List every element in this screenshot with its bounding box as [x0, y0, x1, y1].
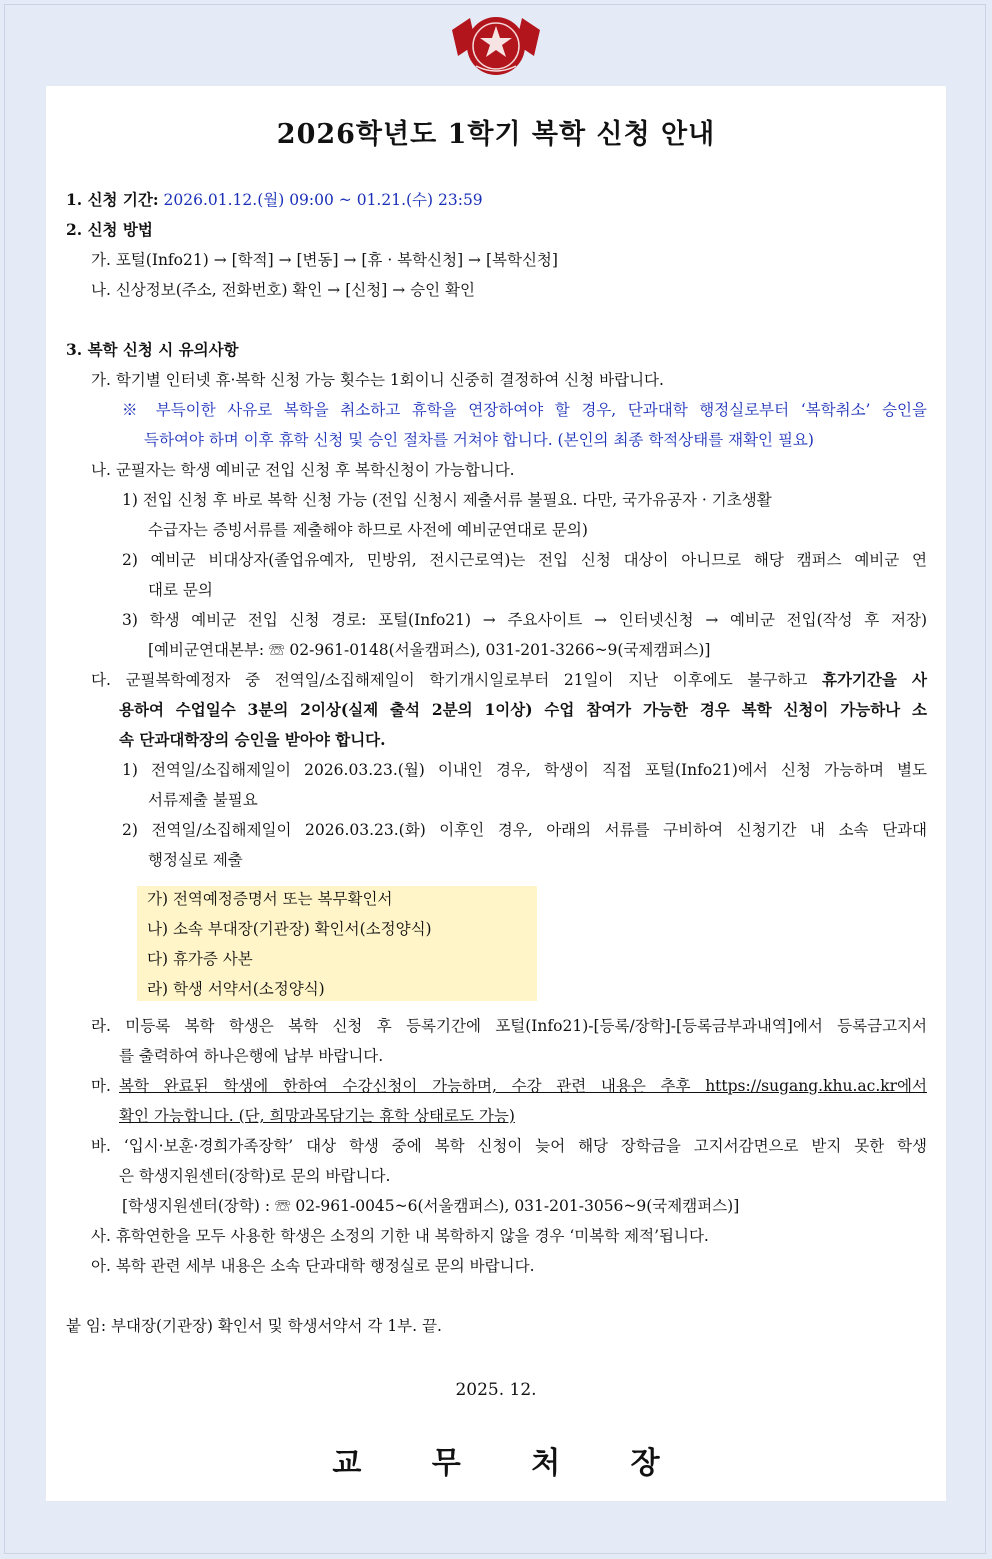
- note-na-3a: 3) 학생 예비군 전입 신청 경로: 포털(Info21) → 주요사이트 → 인터넷신청 → 예비군 전입(작성 후 저장): [122, 611, 927, 629]
- issuer-signature: 교 무 처 장: [332, 1446, 690, 1481]
- note-ra-1: 라. 미등록 복학 학생은 복학 신청 후 등록기간에 포털(Info21)-[등록/장학]-[등록금부과내역]에서 등록금고지서: [91, 1017, 927, 1035]
- section-3-label: 3. 복학 신청 시 유의사항: [66, 340, 239, 359]
- note-da-1-bold: 휴가기간을 사: [821, 670, 927, 689]
- note-ba-1: 바. ‘입시·보훈·경희가족장학’ 대상 학생 중에 복학 신청이 늦어 해당 장학금을 고지서감면으로 받지 못한 학생: [91, 1137, 927, 1155]
- note-da-sub-2b: 행정실로 제출: [148, 851, 243, 869]
- note-ra-2: 를 출력하여 하나은행에 납부 바랍니다.: [119, 1047, 384, 1065]
- note-na-2b: 대로 문의: [148, 581, 213, 599]
- note-da-2: 용하여 수업일수 3분의 2이상(실제 출석 2분의 1이상) 수업 참여가 가능한 경우 복학 신청이 가능하나 소: [119, 700, 927, 719]
- doc-item: 라) 학생 서약서(소정양식): [147, 980, 325, 998]
- note-ga-warning-2: 득하여야 하며 이후 휴학 신청 및 승인 절차를 거쳐야 합니다. (본인의 최종 학적상태를 재확인 필요): [144, 431, 814, 449]
- attachment-note: 붙 임: 부대장(기관장) 확인서 및 학생서약서 각 1부. 끝.: [66, 1317, 442, 1335]
- method-step-a: 가. 포털(Info21) → [학적] → [변동] → [휴 · 복학신청] → [복학신청]: [91, 251, 558, 269]
- page-title: 2026학년도 1학기 복학 신청 안내: [276, 119, 716, 150]
- doc-item: 나) 소속 부대장(기관장) 확인서(소정양식): [147, 920, 432, 938]
- method-step-b: 나. 신상정보(주소, 전화번호) 확인 → [신청] → 승인 확인: [91, 281, 475, 299]
- note-ba-3: [학생지원센터(장학) : ☏ 02-961-0045~6(서울캠퍼스), 031-201-3056~9(국제캠퍼스)]: [122, 1197, 740, 1215]
- note-da-1-normal: 다. 군필복학예정자 중 전역일/소집해제일이 학기개시일로부터 21일이 지난 이후에도 불구하고: [91, 671, 822, 689]
- university-emblem-icon: [446, 10, 546, 78]
- note-na-3b: [예비군연대본부: ☏ 02-961-0148(서울캠퍼스), 031-201-3266~9(국제캠퍼스)]: [148, 641, 711, 659]
- note-ba-2: 은 학생지원센터(장학)로 문의 바랍니다.: [119, 1167, 391, 1185]
- note-da-sub-1b: 서류제출 불필요: [148, 791, 258, 809]
- doc-item: 다) 휴가증 사본: [147, 950, 253, 968]
- document-date: 2025. 12.: [455, 1380, 537, 1400]
- note-ma-1: 복학 완료된 학생에 한하여 수강신청이 가능하며, 수강 관련 내용은 추후 https://sugang.khu.ac.kr에서: [119, 1077, 927, 1095]
- note-da-sub-2a: 2) 전역일/소집해제일이 2026.03.23.(화) 이후인 경우, 아래의 서류를 구비하여 신청기간 내 소속 단과대: [122, 821, 927, 839]
- note-da-3: 속 단과대학장의 승인을 받아야 합니다.: [119, 730, 386, 749]
- note-ma-2: 확인 가능합니다. (단, 희망과목담기는 휴학 상태로도 가능): [119, 1107, 515, 1125]
- note-da-1: [91, 670, 927, 690]
- note-na-1b: 수급자는 증빙서류를 제출해야 하므로 사전에 예비군연대로 문의): [148, 521, 588, 539]
- note-na-1a: 1) 전입 신청 후 바로 복학 신청 가능 (전입 신청시 제출서류 불필요. 다만, 국가유공자 · 기초생활: [122, 491, 772, 509]
- section-1: [66, 190, 483, 210]
- note-ga-warning-1: ※ 부득이한 사유로 복학을 취소하고 휴학을 연장하여야 할 경우, 단과대학 행정실로부터 ‘복학취소’ 승인을: [122, 401, 927, 419]
- note-na: 나. 군필자는 학생 예비군 전입 신청 후 복학신청이 가능합니다.: [91, 461, 515, 479]
- note-na-2a: 2) 예비군 비대상자(졸업유예자, 민방위, 전시근로역)는 전입 신청 대상이 아니므로 해당 캠퍼스 예비군 연: [122, 551, 927, 569]
- section-2-label: 2. 신청 방법: [66, 220, 153, 239]
- application-period: 2026.01.12.(월) 09:00 ~ 01.21.(수) 23:59: [163, 191, 483, 209]
- note-aa: 아. 복학 관련 세부 내용은 소속 단과대학 행정실로 문의 바랍니다.: [91, 1257, 535, 1275]
- note-da-sub-1a: 1) 전역일/소집해제일이 2026.03.23.(월) 이내인 경우, 학생이 직접 포털(Info21)에서 신청 가능하며 별도: [122, 761, 927, 779]
- section-1-label: 1. 신청 기간:: [66, 190, 159, 209]
- note-sa: 사. 휴학연한을 모두 사용한 학생은 소정의 기한 내 복학하지 않을 경우 ‘미복학 제적’됩니다.: [91, 1227, 709, 1245]
- note-ga: 가. 학기별 인터넷 휴·복학 신청 가능 횟수는 1회이니 신중히 결정하여 신청 바랍니다.: [91, 371, 664, 389]
- note-ma-prefix: 마.: [91, 1077, 111, 1095]
- doc-item: 가) 전역예정증명서 또는 복무확인서: [147, 890, 393, 908]
